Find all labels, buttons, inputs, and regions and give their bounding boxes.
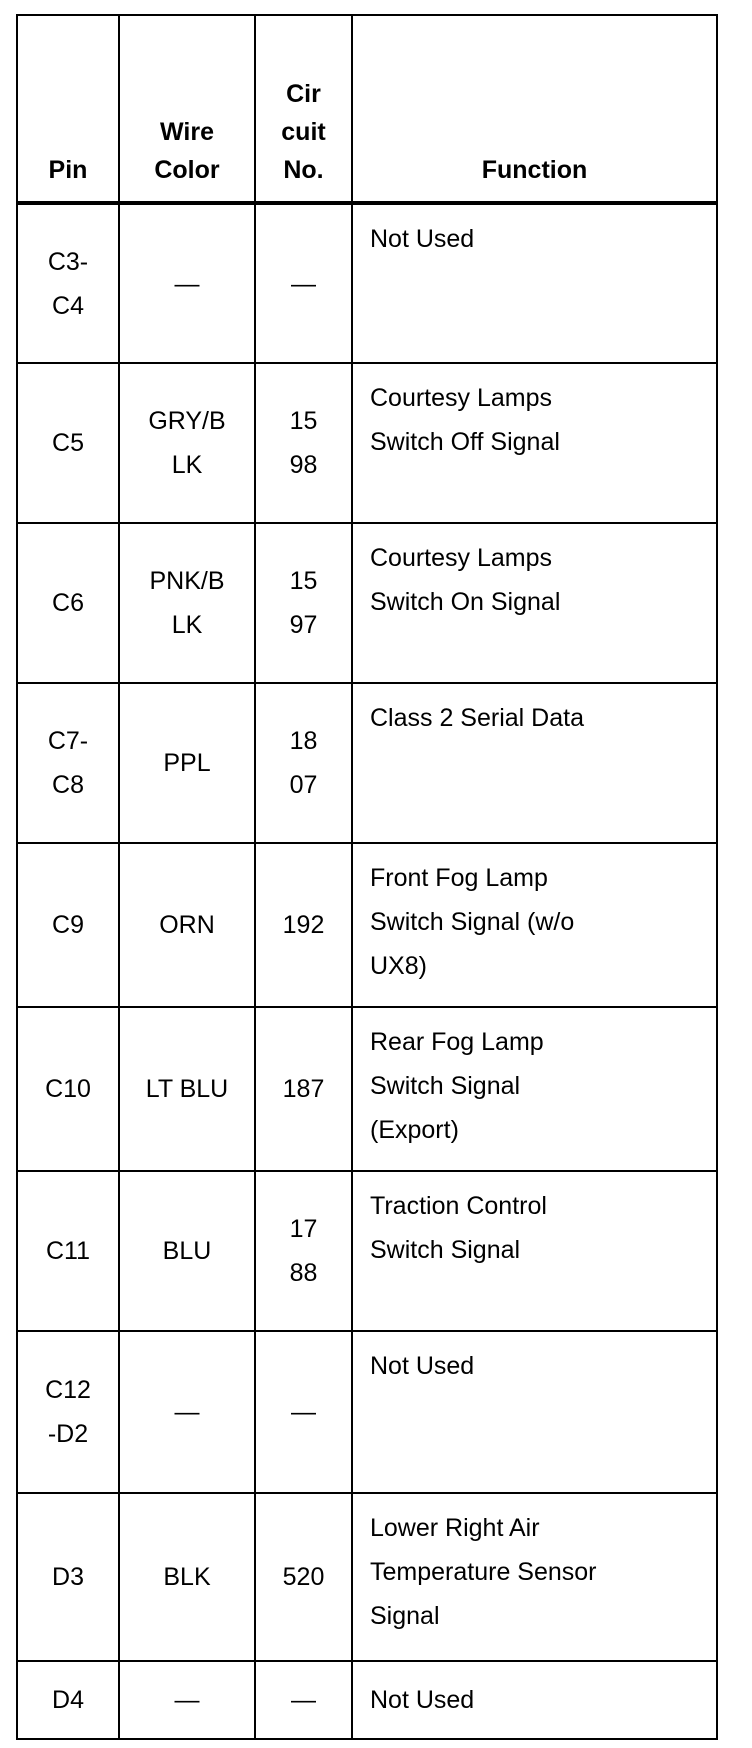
function-cell: Courtesy Lamps Switch On Signal [352,523,717,683]
header-pin: Pin [17,15,119,203]
function-cell: Not Used [352,1331,717,1493]
pin-cell: C10 [17,1007,119,1171]
wire-color-cell: ORN [119,843,255,1007]
pin-cell: C3- C4 [17,203,119,363]
circuit-cell: 18 07 [255,683,352,843]
pin-cell: D3 [17,1493,119,1661]
header-row [17,15,717,203]
pin-cell: C12 -D2 [17,1331,119,1493]
table-row [17,843,717,1007]
pinout-table [16,14,718,1740]
function-cell: Class 2 Serial Data [352,683,717,843]
function-cell: Front Fog Lamp Switch Signal (w/o UX8) [352,843,717,1007]
wire-color-cell: BLK [119,1493,255,1661]
table-row [17,363,717,523]
circuit-cell: 15 97 [255,523,352,683]
circuit-cell: 520 [255,1493,352,1661]
circuit-cell: 15 98 [255,363,352,523]
wire-color-cell: PNK/B LK [119,523,255,683]
pin-cell: C11 [17,1171,119,1331]
pin-cell: C9 [17,843,119,1007]
table-row [17,1661,717,1739]
header-function: Function [352,15,717,203]
function-cell: Courtesy Lamps Switch Off Signal [352,363,717,523]
pin-cell: C5 [17,363,119,523]
circuit-cell: 187 [255,1007,352,1171]
table-row [17,523,717,683]
wire-color-cell: — [119,1661,255,1739]
circuit-cell: 17 88 [255,1171,352,1331]
table-row [17,1331,717,1493]
pin-cell: D4 [17,1661,119,1739]
table-row [17,1493,717,1661]
function-cell: Rear Fog Lamp Switch Signal (Export) [352,1007,717,1171]
wire-color-cell: BLU [119,1171,255,1331]
wire-color-cell: GRY/B LK [119,363,255,523]
wire-color-cell: — [119,203,255,363]
function-cell: Traction Control Switch Signal [352,1171,717,1331]
table-row [17,203,717,363]
circuit-cell: — [255,1331,352,1493]
circuit-cell: — [255,1661,352,1739]
function-cell: Lower Right Air Temperature Sensor Signal [352,1493,717,1661]
wire-color-cell: LT BLU [119,1007,255,1171]
table-row [17,1171,717,1331]
function-cell: Not Used [352,1661,717,1739]
header-circuit-no: Cir cuit No. [255,15,352,203]
circuit-cell: 192 [255,843,352,1007]
circuit-cell: — [255,203,352,363]
pin-cell: C6 [17,523,119,683]
header-wire-color: Wire Color [119,15,255,203]
table-row [17,683,717,843]
connector-pinout-table-sheet [16,14,716,1734]
table-row [17,1007,717,1171]
function-cell: Not Used [352,203,717,363]
pin-cell: C7- C8 [17,683,119,843]
wire-color-cell: — [119,1331,255,1493]
wire-color-cell: PPL [119,683,255,843]
